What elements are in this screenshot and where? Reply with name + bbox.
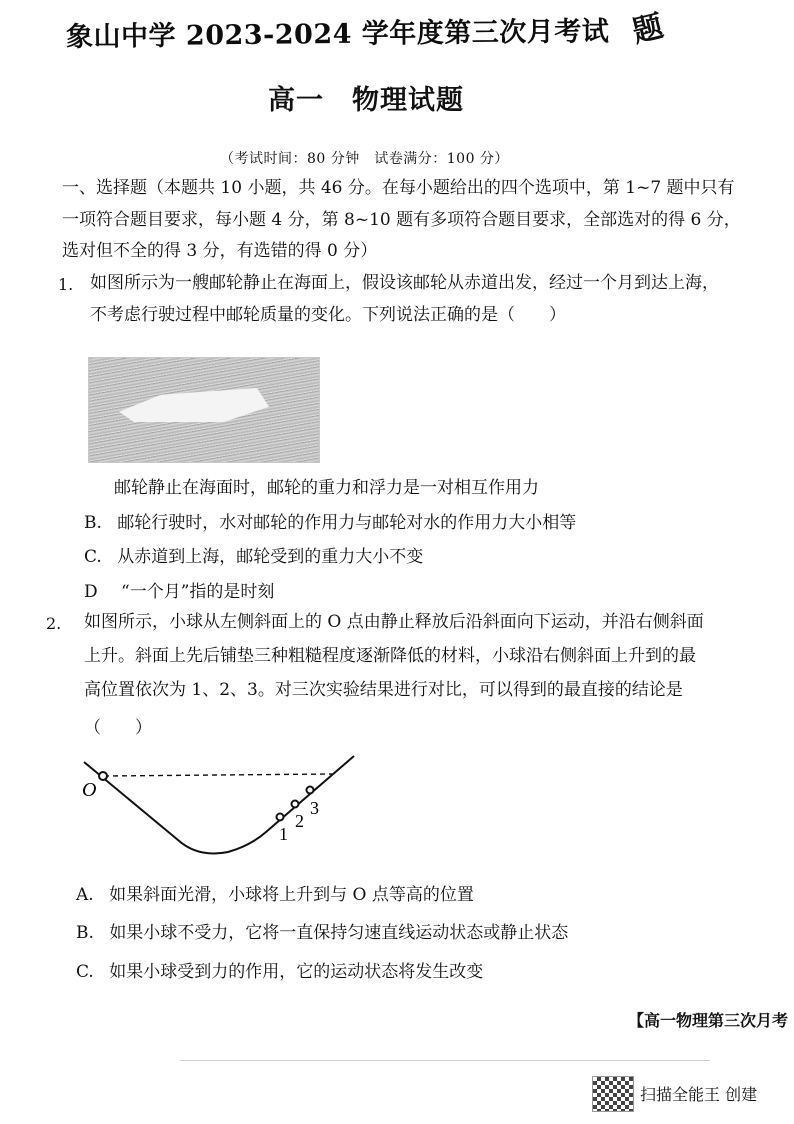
scanner-watermark: 扫描全能王 创建: [640, 1085, 758, 1104]
q2-option-b[interactable]: [76, 918, 568, 943]
q1-option-d-text: “一个月”指的是时刻: [121, 582, 275, 602]
section-intro-line-3: 选对但不全的得 3 分，有选错的得 0 分）: [62, 241, 378, 261]
qr-code-icon: [592, 1076, 634, 1112]
ship-shape: [119, 388, 269, 422]
ball-position-3: [307, 787, 314, 794]
exam-subtitle: 高一 物理试题: [268, 85, 464, 116]
q2-option-a-text: 如果斜面光滑，小球将上升到与 O 点等高的位置: [109, 885, 474, 905]
q2-stem-line-2: 上升。斜面上先后铺垫三种粗糙程度逐渐降低的材料，小球沿右侧斜面上升到的最: [84, 646, 696, 666]
q1-option-d[interactable]: [84, 577, 274, 602]
q2-stem-line-3: 高位置依次为 1、2、3。对三次实验结果进行对比，可以得到的最直接的结论是: [84, 680, 683, 700]
q1-option-a[interactable]: [114, 473, 539, 498]
q1-option-c[interactable]: [84, 542, 423, 567]
q1-stem-line-1: 如图所示为一艘邮轮静止在海面上，假设该邮轮从赤道出发，经过一个月到达上海，: [90, 273, 719, 293]
label-position-2: 2: [295, 811, 304, 831]
q2-option-c-text: 如果小球受到力的作用，它的运动状态将发生改变: [109, 962, 484, 982]
ball-position-1: [277, 814, 284, 821]
q2-number: 2.: [46, 614, 62, 633]
q2-stem-line-1: 如图所示，小球从左侧斜面上的 O 点由静止释放后沿斜面向下运动，并沿右侧斜面: [84, 612, 704, 632]
label-position-3: 3: [310, 798, 319, 818]
q1-stem-line-2: 不考虑行驶过程中邮轮质量的变化。下列说法正确的是（ ）: [90, 305, 566, 325]
q2-option-b-label: B.: [76, 923, 94, 943]
label-position-1: 1: [279, 824, 288, 844]
q2-stem-line-4: （ ）: [84, 718, 152, 738]
section-intro-line-2: 一项符合题目要求，每小题 4 分，第 8~10 题有多项符合题目要求，全部选对的得 6 分，: [62, 210, 741, 230]
q1-option-d-label: D: [84, 582, 98, 602]
q2-option-a[interactable]: [76, 880, 474, 905]
q1-option-b[interactable]: [84, 508, 576, 533]
q1-option-a-text: 邮轮静止在海面时，邮轮的重力和浮力是一对相互作用力: [114, 478, 539, 498]
exam-title: 象山中学 2023-2024 学年度第三次月考试: [65, 16, 610, 53]
q2-option-c[interactable]: [76, 957, 483, 982]
q2-option-a-label: A.: [76, 885, 94, 905]
slope-diagram: [70, 750, 370, 860]
label-origin: O: [82, 779, 97, 801]
q2-option-c-label: C.: [76, 962, 94, 982]
cruise-ship-photo: [88, 357, 320, 463]
ball-origin: [99, 772, 107, 780]
q1-number: 1.: [58, 275, 74, 294]
q1-option-c-text: 从赤道到上海，邮轮受到的重力大小不变: [117, 547, 424, 567]
q1-option-b-text: 邮轮行驶时，水对邮轮的作用力与邮轮对水的作用力大小相等: [117, 513, 577, 533]
page-footer-tag: 【高一物理第三次月考: [628, 1011, 789, 1030]
q1-option-c-label: C.: [84, 547, 102, 567]
exam-info: （考试时间：80 分钟 试卷满分：100 分）: [220, 151, 509, 167]
q1-option-b-label: B.: [84, 513, 102, 533]
exam-title-tail: 题: [629, 8, 667, 51]
equal-height-dashed-line: [104, 774, 332, 776]
ball-position-2: [292, 801, 299, 808]
section-intro-line-1: 一、选择题（本题共 10 小题，共 46 分。在每小题给出的四个选项中，第 1~7 题中只有: [62, 178, 735, 198]
q2-option-b-text: 如果小球不受力，它将一直保持匀速直线运动状态或静止状态: [109, 923, 569, 943]
scan-edge-line: [180, 1060, 710, 1061]
